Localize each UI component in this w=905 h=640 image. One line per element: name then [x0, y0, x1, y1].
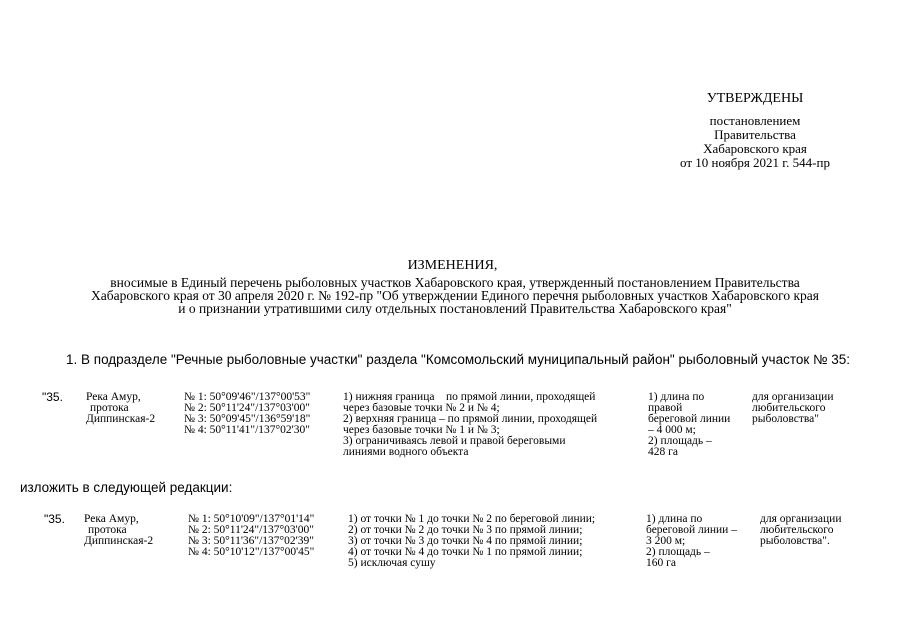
purpose-line: для организации — [752, 391, 834, 403]
size-line: правой — [648, 402, 683, 414]
border-line: 3) ограничиваясь левой и правой береговыми — [343, 435, 566, 447]
point-line: № 3: 50°11'36"/137°02'39" — [188, 535, 314, 547]
purpose-cell — [752, 392, 834, 425]
site-name-line: Диппинская-2 — [86, 413, 156, 425]
border-line: линиями водного объекта — [343, 446, 469, 458]
size-line: 2) площадь – — [646, 546, 710, 558]
approval-heading: УТВЕРЖДЕНЫ — [706, 91, 804, 106]
document-intro — [20, 276, 890, 315]
site-name-line: протока — [90, 402, 129, 414]
border-line: 1) нижняя граница по прямой линии, проходящей — [343, 391, 596, 403]
purpose-line: рыболовства" — [752, 413, 819, 425]
size-line: 2) площадь – — [648, 435, 712, 447]
site-name-line: Диппинская-2 — [84, 535, 154, 547]
size-line: 1) длина по — [646, 513, 703, 525]
points-cell — [188, 514, 314, 558]
row-number: "35. — [44, 512, 65, 526]
borders-cell — [348, 514, 595, 569]
point-line: № 2: 50°11'24"/137°03'00" — [184, 402, 310, 414]
purpose-line: рыболовства". — [760, 535, 830, 547]
site-name-line: Река Амур, — [86, 391, 141, 403]
approval-line: Правительства — [714, 127, 796, 142]
purpose-line: для организации — [760, 513, 842, 525]
size-line: 428 га — [648, 446, 678, 458]
approval-line: постановлением — [709, 113, 801, 128]
row-number: "35. — [42, 390, 63, 404]
size-line: 3 200 м; — [646, 535, 686, 547]
intro-line: Хабаровского края от 30 апреля 2020 г. № 192-пр "Об утверждении Единого перечня рыболовных участков Хабаровского края — [90, 288, 819, 303]
size-line: – 4 000 м; — [648, 424, 696, 436]
point-line: № 1: 50°10'09"/137°01'14" — [188, 513, 315, 525]
border-line: 1) от точки № 1 до точки № 2 по береговой линии; — [348, 513, 596, 525]
border-line: через базовые точки № 1 и № 3; — [343, 424, 500, 436]
points-cell — [184, 392, 310, 436]
point-line: № 1: 50°09'46"/137°00'53" — [184, 391, 311, 403]
approval-block — [660, 92, 850, 170]
border-line: 4) от точки № 4 до точки № 1 по прямой линии; — [348, 546, 583, 558]
size-line: 1) длина по — [648, 391, 705, 403]
borders-cell — [343, 392, 597, 458]
site-name-line: Река Амур, — [84, 513, 139, 525]
size-line: береговой линии — [648, 413, 731, 425]
item-1-text: 1. В подразделе "Речные рыболовные участки" раздела "Комсомольский муниципальный район" рыболовный участок № 35: — [66, 352, 851, 367]
purpose-line: любительского — [760, 524, 834, 536]
purpose-line: любительского — [752, 402, 826, 414]
point-line: № 4: 50°10'12"/137°00'45" — [188, 546, 315, 558]
border-line: через базовые точки № 2 и № 4; — [343, 402, 500, 414]
size-cell — [648, 392, 730, 458]
border-line: 5) исключая сушу — [348, 557, 436, 569]
site-name-line: протока — [88, 524, 127, 536]
point-line: № 4: 50°11'41"/137°02'30" — [184, 424, 310, 436]
mid-text: изложить в следующей редакции: — [20, 480, 233, 495]
border-line: 2) верхняя граница – по прямой линии, проходящей — [343, 413, 598, 425]
point-line: № 3: 50°09'45"/136°59'18" — [184, 413, 311, 425]
document-title: ИЗМЕНЕНИЯ, — [407, 258, 498, 273]
border-line: 3) от точки № 3 до точки № 4 по прямой линии; — [348, 535, 583, 547]
size-cell — [646, 514, 737, 569]
old-row — [0, 392, 905, 462]
border-line: 2) от точки № 2 до точки № 3 по прямой линии; — [348, 524, 583, 536]
size-line: береговой линии – — [646, 524, 737, 536]
new-row — [0, 514, 905, 574]
purpose-cell — [760, 514, 842, 547]
approval-line: от 10 ноября 2021 г. 544-пр — [680, 155, 830, 170]
intro-line: вносимые в Единый перечень рыболовных участков Хабаровского края, утвержденный постановлением Правительства — [110, 275, 800, 290]
site-name-cell — [86, 392, 155, 425]
site-name-cell — [84, 514, 153, 547]
approval-line: Хабаровского края — [703, 141, 807, 156]
size-line: 160 га — [646, 557, 676, 569]
point-line: № 2: 50°11'24"/137°03'00" — [188, 524, 314, 536]
intro-line: и о признании утратившими силу отдельных постановлений Правительства Хабаровского края" — [178, 301, 732, 316]
